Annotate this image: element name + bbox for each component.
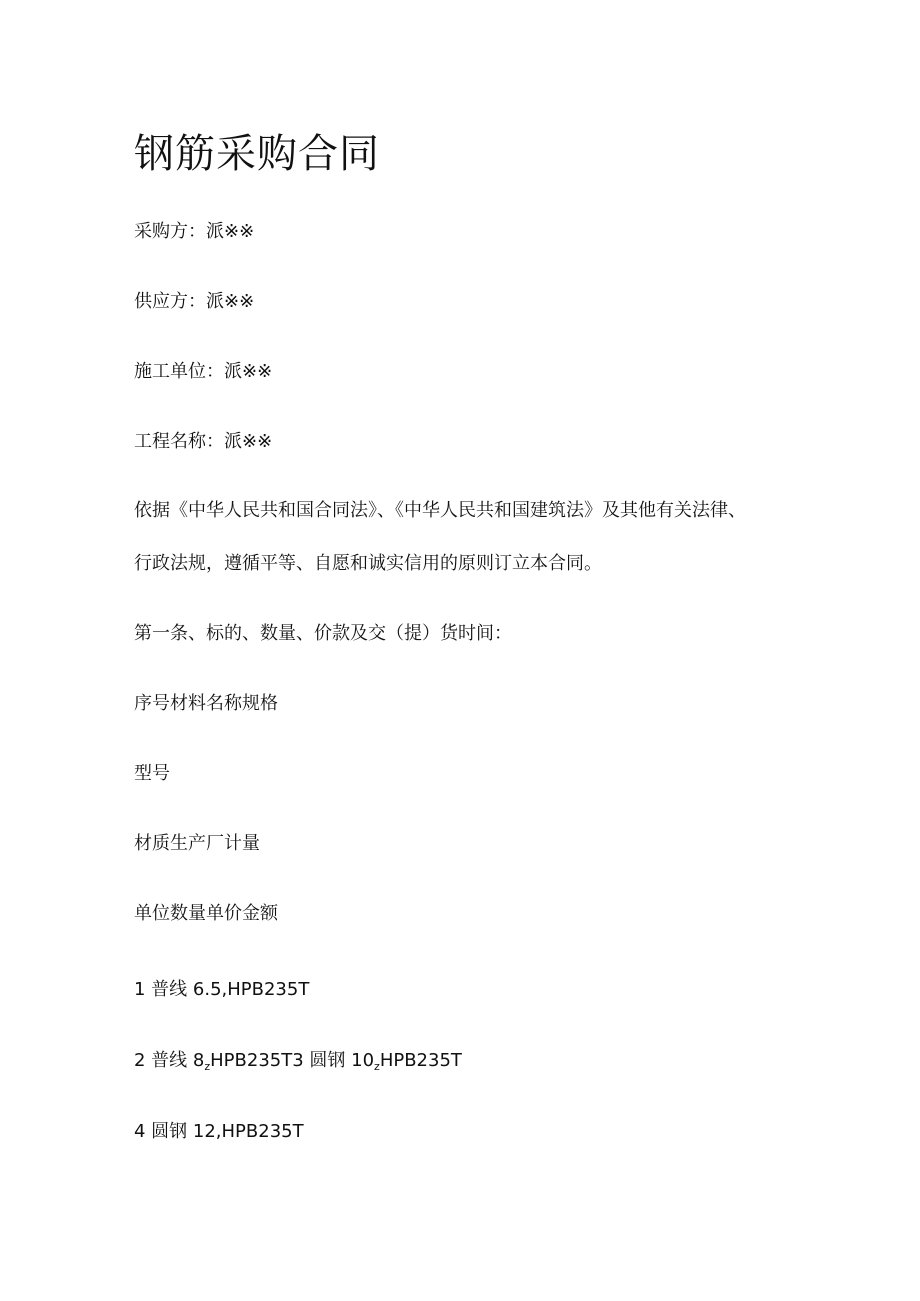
table-header-line-3: 材质生产厂计量: [134, 833, 260, 854]
table-header-line-4: 单位数量单价金额: [134, 903, 278, 924]
table-header-line-1: 序号材料名称规格: [134, 693, 278, 714]
row-2-subscript-b: z: [374, 1060, 380, 1073]
construction-unit-line: 施工单位：派※※: [134, 361, 273, 382]
buyer-line: 采购方：派※※: [134, 221, 255, 242]
table-row-4: 4 圆钢 12,HPB235T: [134, 1121, 304, 1142]
article-1-heading: 第一条、标的、数量、价款及交（提）货时间：: [134, 623, 512, 644]
table-row-2-3: [134, 1049, 462, 1079]
row-2-text-c: HPB235T: [379, 1050, 462, 1071]
document-title: 钢筋采购合同: [134, 131, 380, 177]
preamble-line-1: 依据《中华人民共和国合同法》、《中华人民共和国建筑法》及其他有关法律、: [134, 500, 746, 521]
project-name-line: 工程名称：派※※: [134, 431, 273, 452]
supplier-line: 供应方：派※※: [134, 291, 255, 312]
row-2-text-a: 2 普线 8: [134, 1050, 205, 1071]
row-2-text-b: HPB235T3 圆钢 10: [210, 1050, 375, 1071]
table-row-1: 1 普线 6.5,HPB235T: [134, 979, 310, 1000]
table-header-line-2: 型号: [134, 763, 170, 784]
preamble-line-2: 行政法规，遵循平等、自愿和诚实信用的原则订立本合同。: [134, 553, 602, 574]
row-2-subscript-a: z: [204, 1060, 211, 1073]
